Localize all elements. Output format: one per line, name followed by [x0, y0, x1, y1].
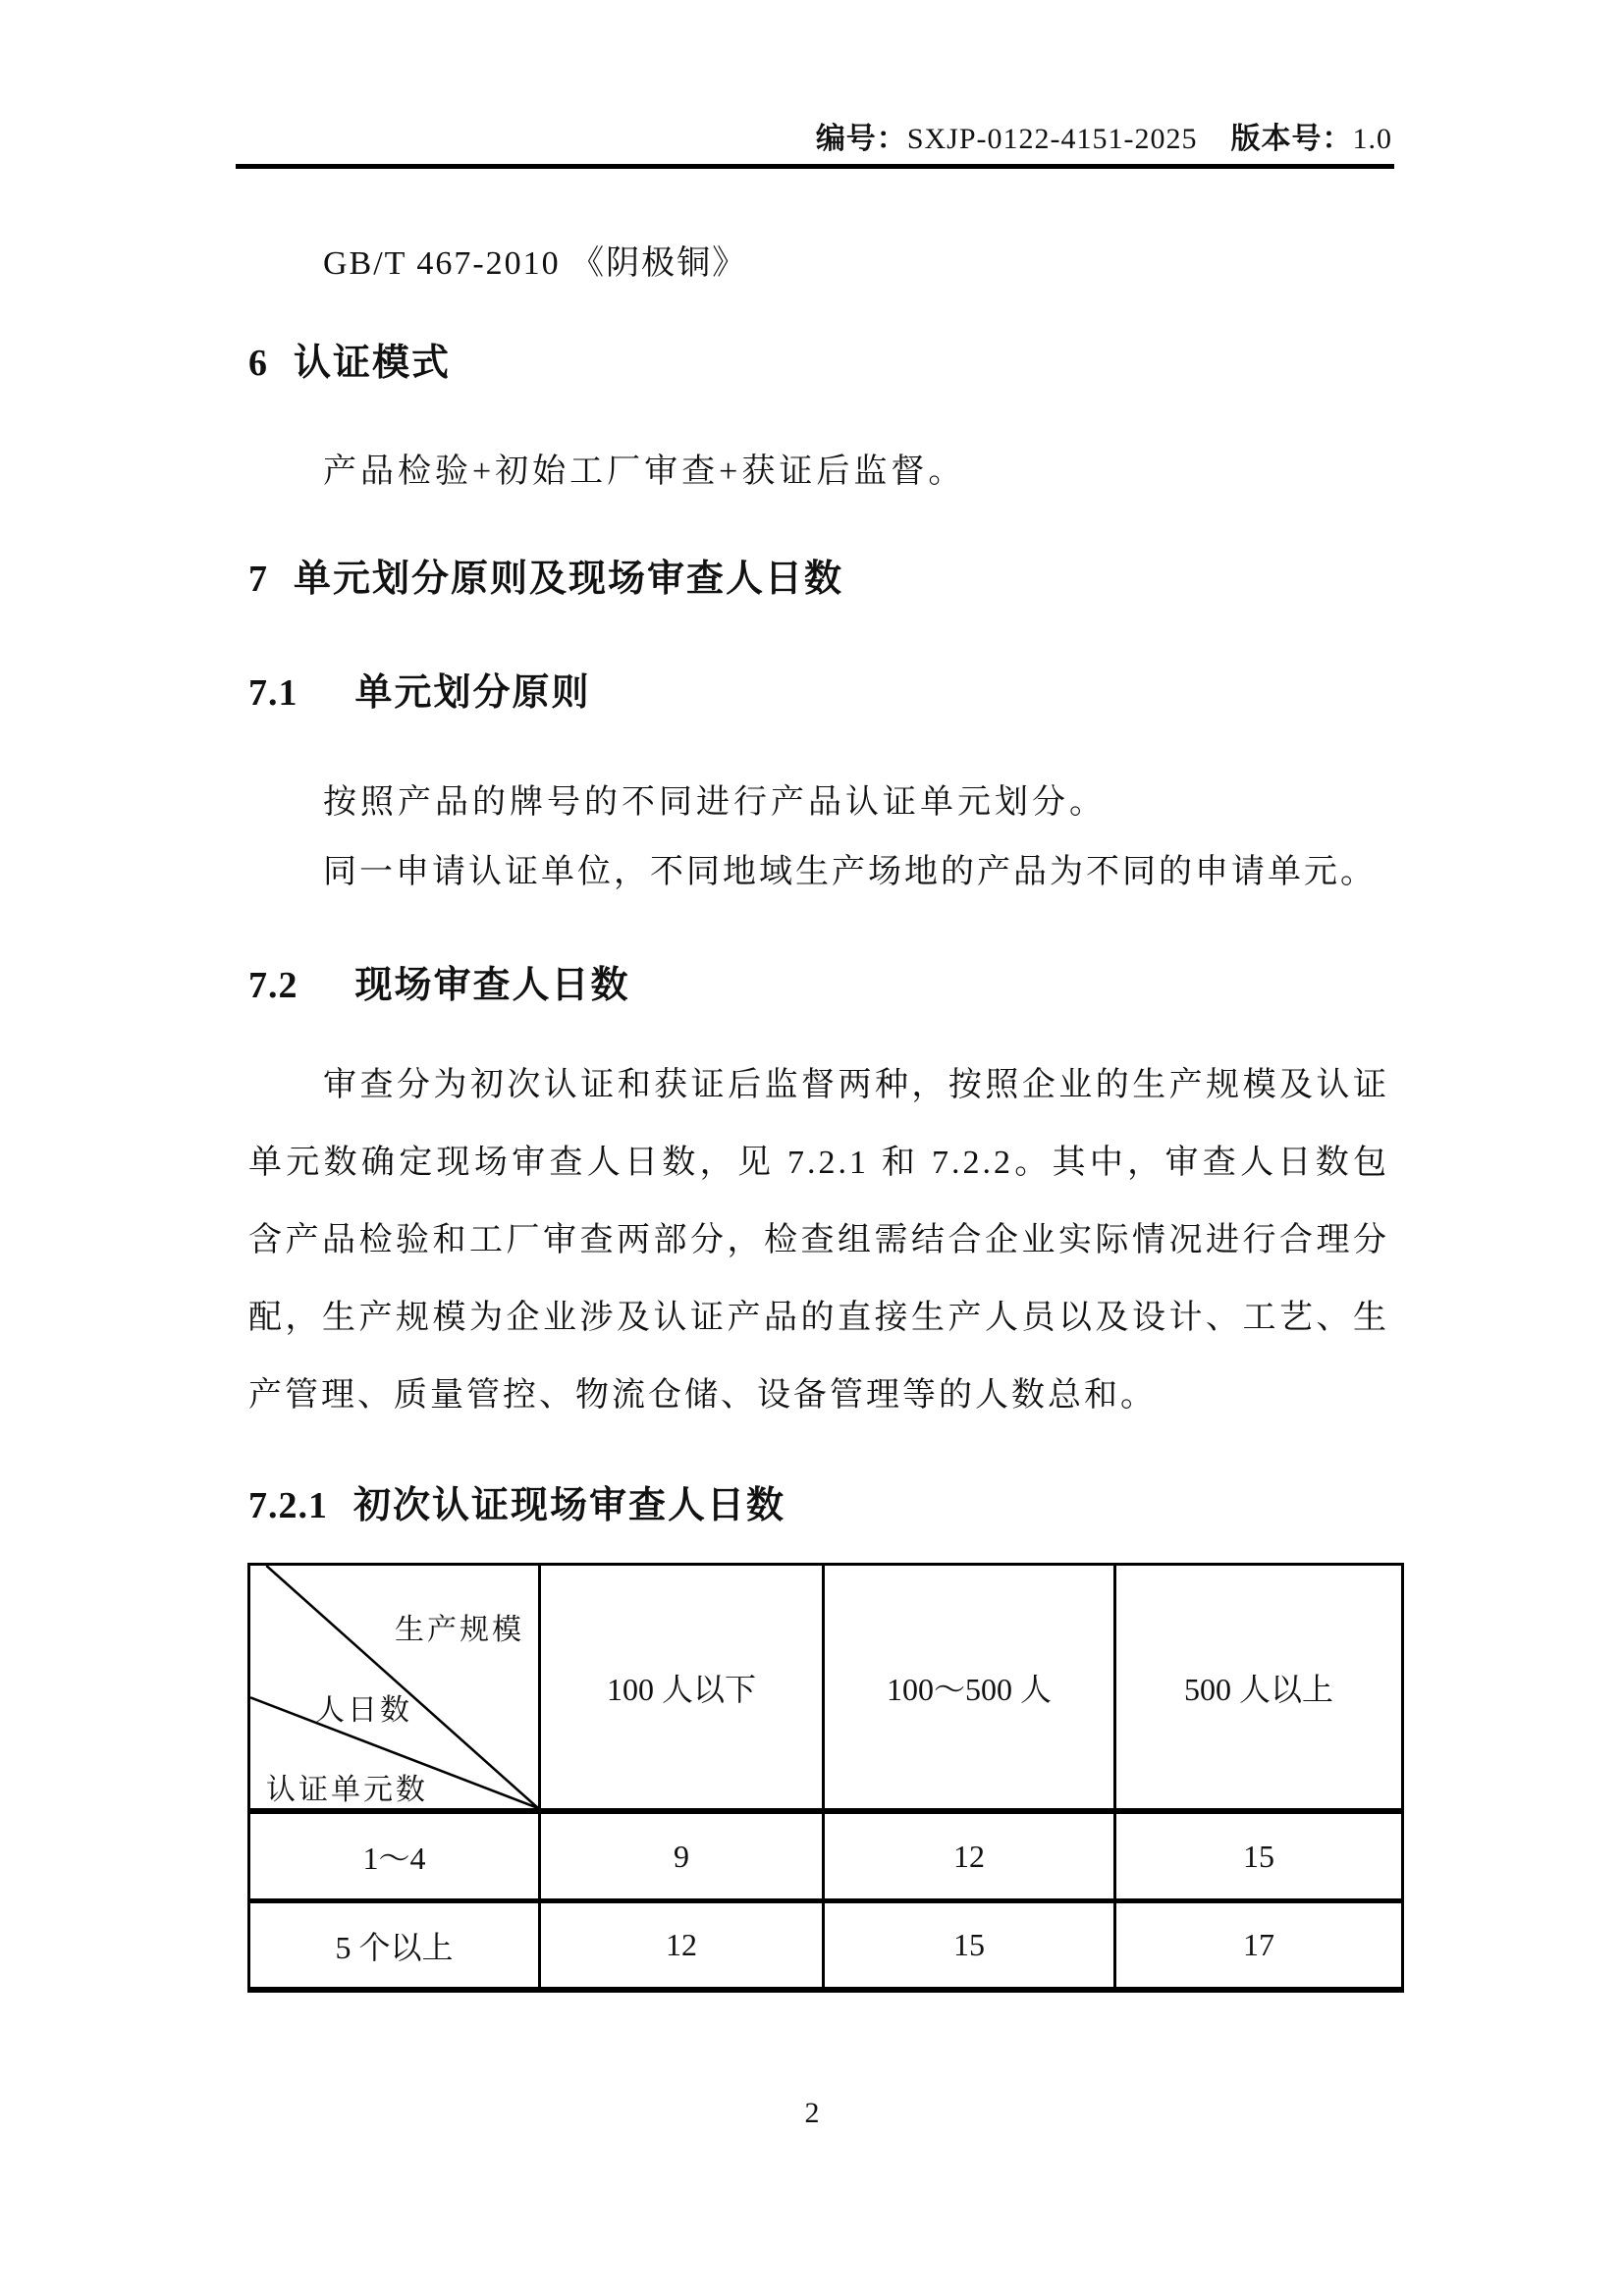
- column-header-100-to-500: 100～500 人: [824, 1565, 1115, 1812]
- table-row: [249, 1811, 1403, 1901]
- paragraph-unit-division-2: 同一申请认证单位，不同地域生产场地的产品为不同的申请单元。: [323, 854, 1377, 890]
- section-title: 初次认证现场审查人日数: [353, 1485, 786, 1526]
- doc-number-value: SXJP-0122-4151-2025: [906, 123, 1198, 155]
- paragraph-audit-mandays: 审查分为初次认证和获证后监督两种，按照企业的生产规模及认证单元数确定现场审查人日数，见 7.2.1 和 7.2.2。其中，审查人日数包含产品检验和工厂审查两部分，检查组需结合企业实际情况进行合理分配，生产规模为企业涉及认证产品的直接生产人员以及设计、工艺、生产管理、质量管控、物流仓储、设备管理等的人数总和。: [248, 1067, 1389, 1414]
- table-cell: 17: [1115, 1901, 1403, 1991]
- paragraph-certification-mode: 产品检验+初始工厂审查+获证后监督。: [323, 454, 966, 490]
- header-divider-rule: [236, 164, 1394, 169]
- section-number: 7.2.1: [248, 1485, 328, 1526]
- version-value: 1.0: [1352, 123, 1392, 155]
- section-title: 单元划分原则及现场审查人日数: [294, 559, 844, 600]
- table-cell: 9: [540, 1811, 824, 1901]
- table-cell: 12: [540, 1901, 824, 1991]
- column-header-under-100: 100 人以下: [540, 1565, 824, 1812]
- section-heading-7-2: [248, 954, 630, 1008]
- initial-audit-mandays-table: [247, 1563, 1404, 1993]
- row-label-units-5-plus: 5 个以上: [249, 1901, 540, 1991]
- referenced-standard-line: GB/T 467-2010 《阴极铜》: [323, 245, 748, 282]
- section-number: 7.1: [248, 672, 298, 714]
- section-heading-6: [248, 332, 451, 386]
- row-label-units-1-4: 1～4: [249, 1811, 540, 1901]
- version-label: 版本号：: [1230, 123, 1353, 155]
- section-title: 单元划分原则: [354, 672, 591, 714]
- table-cell: 12: [824, 1811, 1115, 1901]
- section-heading-7: [248, 548, 843, 602]
- doc-number-label: 编号：: [815, 123, 907, 155]
- table-corner-cell: [249, 1565, 540, 1812]
- table-cell: 15: [1115, 1811, 1403, 1901]
- paragraph-unit-division-1: 按照产品的牌号的不同进行产品认证单元划分。: [323, 784, 1107, 821]
- page-header: [816, 114, 1392, 157]
- column-header-over-500: 500 人以上: [1115, 1565, 1403, 1812]
- page-number: 2: [804, 2097, 820, 2129]
- section-number: 7.2: [248, 965, 298, 1006]
- table-cell: 15: [824, 1901, 1115, 1991]
- section-heading-7-1: [248, 662, 591, 716]
- table-row: [249, 1901, 1403, 1991]
- section-title: 认证模式: [294, 343, 452, 384]
- corner-label-cert-units: 认证单元数: [266, 1774, 428, 1806]
- section-heading-7-2-1: [248, 1474, 785, 1528]
- section-title: 现场审查人日数: [354, 965, 630, 1006]
- table-header-row: [249, 1565, 1403, 1812]
- corner-label-production-scale: 生产规模: [395, 1614, 524, 1646]
- section-number: 7: [248, 559, 268, 600]
- section-number: 6: [248, 343, 268, 384]
- corner-label-mandays: 人日数: [315, 1694, 412, 1727]
